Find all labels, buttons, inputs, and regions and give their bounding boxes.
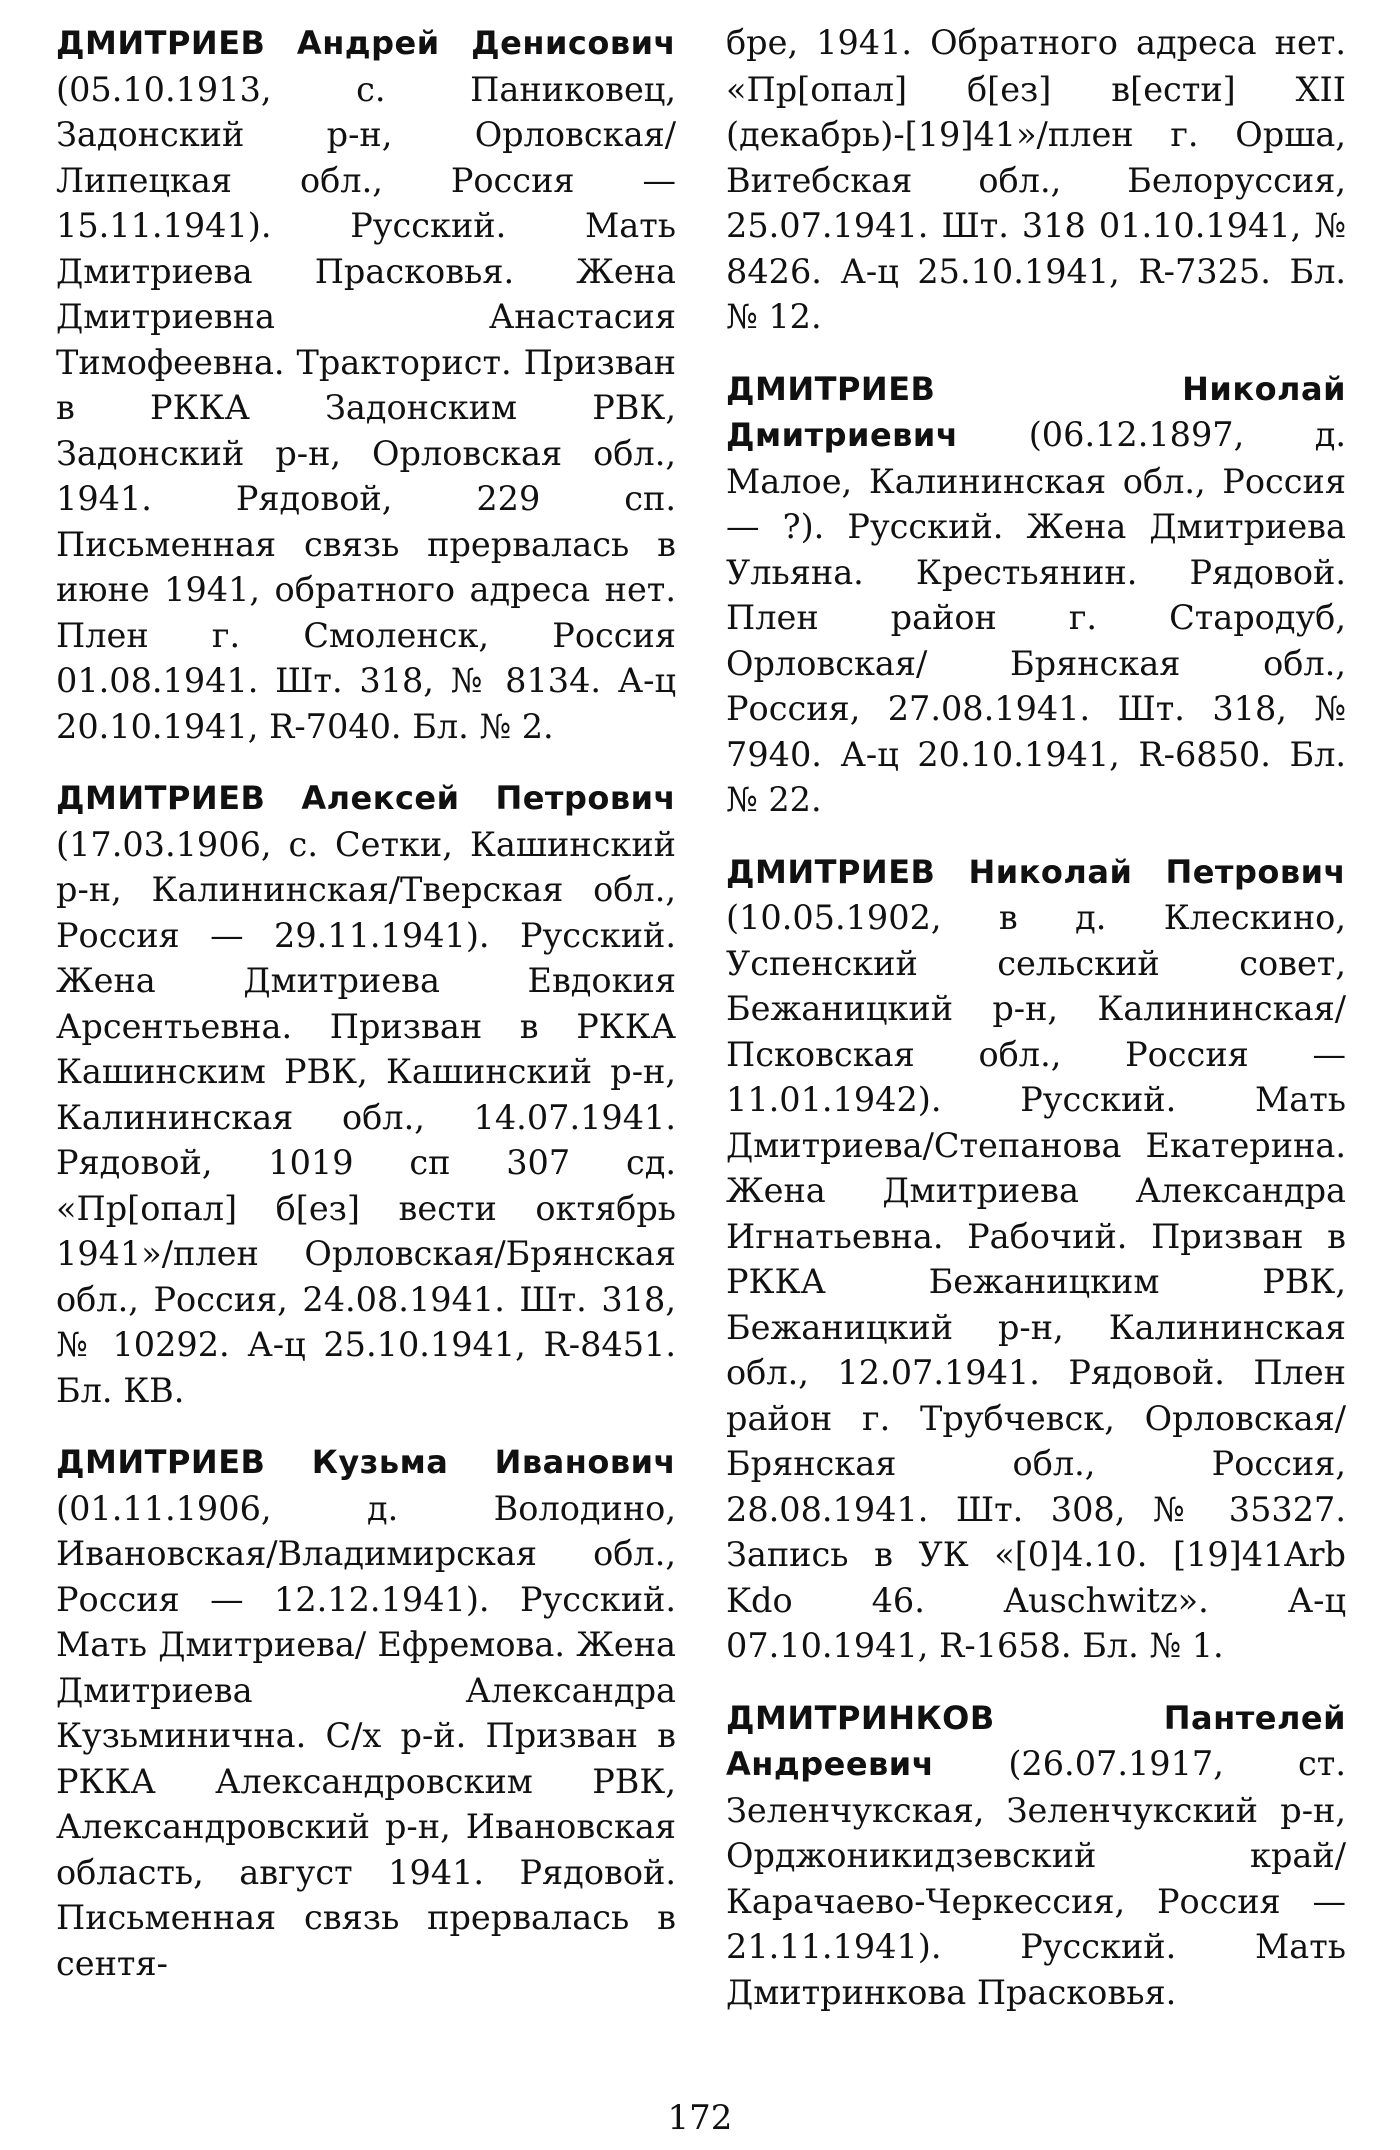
entry-name: ДМИТРИНКОВ Пантелей Андреевич xyxy=(726,1698,1346,1783)
biography-entry-continued xyxy=(726,20,1346,340)
entry-name: ДМИТРИЕВ Николай Дмитриевич xyxy=(726,369,1346,454)
entry-text: (26.07.1917, ст. Зеленчукская, Зеленчукский р-н, Орджоникидзевский край/ Карачаево-Черкессия, Россия — 21.11.1941). Русский. Мать Дмитринкова Прасковья. xyxy=(726,1744,1346,2012)
biography-entry xyxy=(726,1695,1346,2016)
biography-entry xyxy=(726,849,1346,1669)
entry-text: (17.03.1906, с. Сетки, Кашинский р-н, Калининская/Тверская обл., Россия — 29.11.1941). Русский. Жена Дмитриева Евдокия Арсентьевна. Призван в РККА Кашинским РВК, Кашинский р-н, Калининская обл., 14.07.1941. Рядовой, 1019 сп 307 сд. «Пр[опал] б[ез] вести октябрь 1941»/плен Орловская/Брянская обл., Россия, 24.08.1941. Шт. 318, № 10292. А-ц 25.10.1941, R-8451. Бл. КВ. xyxy=(56,824,676,1410)
entry-text: бре, 1941. Обратного адреса нет. «Пр[опал] б[ез] в[ести] XII (декабрь)-[19]41»/плен г. Орша, Витебская обл., Белоруссия, 25.07.1941. Шт. 318 01.10.1941, № 8426. А-ц 25.10.1941, R-7325. Бл. № 12. xyxy=(726,23,1346,336)
page-number: 172 xyxy=(667,2098,733,2138)
entry-text: (01.11.1906, д. Володино, Ивановская/Владимирская обл., Россия — 12.12.1941). Русский. Мать Дмитриева/ Ефремова. Жена Дмитриева Александра Кузьминична. С/х р-й. Призван в РККА Александровским РВК, Александровский р-н, Ивановская область, август 1941. Рядовой. Письменная связь прервалась в сентя- xyxy=(56,1488,676,1983)
entry-text: (10.05.1902, в д. Клескино, Успенский сельский совет, Бежаницкий р-н, Калининская/ Псковская обл., Россия — 11.01.1942). Русский. Мать Дмитриева/Степанова Екатерина. Жена Дмитриева Александра Игнатьевна. Рабочий. Призван в РККА Бежаницким РВК, Бежаницкий р-н, Калининская обл., 12.07.1941. Рядовой. Плен район г. Трубчевск, Орловская/Брянская обл., Россия, 28.08.1941. Шт. 308, № 35327. Запись в УК «[0]4.10. [19]41Arb Kdo 46. Auschwitz». А-ц 07.10.1941, R-1658. Бл. № 1. xyxy=(726,898,1346,1665)
entry-name: ДМИТРИЕВ Андрей Денисович xyxy=(56,24,676,62)
entry-text: (06.12.1897, д. Малое, Калининская обл., Россия — ?). Русский. Жена Дмитриева Ульяна. Крестьянин. Рядовой. Плен район г. Стародуб, Орловская/ Брянская обл., Россия, 27.08.1941. Шт. 318, № 7940. А-ц 20.10.1941, R-6850. Бл. № 22. xyxy=(726,415,1346,819)
biography-entry xyxy=(56,775,676,1413)
document-page xyxy=(56,20,1346,2080)
biography-entry xyxy=(56,20,676,749)
entry-name: ДМИТРИЕВ Кузьма Иванович xyxy=(56,1443,676,1481)
entry-name: ДМИТРИЕВ Николай Петрович xyxy=(726,852,1346,891)
biography-entry xyxy=(726,366,1346,823)
right-column xyxy=(726,20,1346,2080)
left-column xyxy=(56,20,676,2080)
biography-entry xyxy=(56,1439,676,1986)
entry-name: ДМИТРИЕВ Алексей Петрович xyxy=(56,779,676,817)
entry-text: (05.10.1913, с. Паниковец, Задонский р-н, Орловская/ Липецкая обл., Россия — 15.11.1941). Русский. Мать Дмитриева Прасковья. Жена Дмитриевна Анастасия Тимофеевна. Тракторист. Призван в РККА Задонским РВК, Задонский р-н, Орловская обл., 1941. Рядовой, 229 сп. Письменная связь прервалась в июне 1941, обратного адреса нет. Плен г. Смоленск, Россия 01.08.1941. Шт. 318, № 8134. А-ц 20.10.1941, R-7040. Бл. № 2. xyxy=(56,69,676,746)
